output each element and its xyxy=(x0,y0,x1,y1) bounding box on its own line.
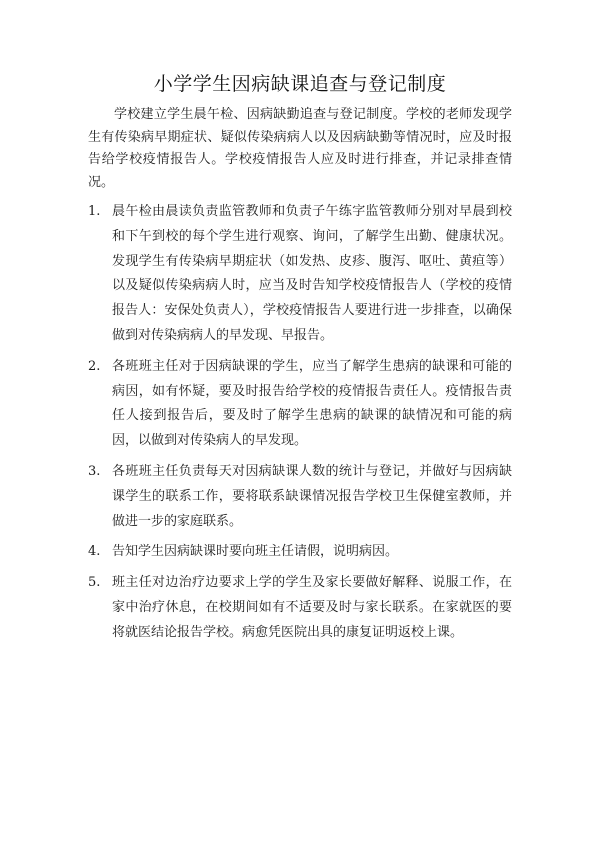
rule-text: 各班班主任负责每天对因病缺课人数的统计与登记，并做好与因病缺课学生的联系工作，要将联系缺课情况报告学校卫生保健室教师，并做进一步的家庭联系。 xyxy=(112,463,512,529)
rule-number: 4. xyxy=(88,544,101,560)
rule-number: 2. xyxy=(88,358,101,374)
rule-item xyxy=(88,571,512,645)
intro-paragraph: 学校建立学生晨午检、因病缺勤追查与登记制度。学校的老师发现学生有传染病早期症状、疑似传染病病人以及因病缺勤等情况时，应及时报告给学校疫情报告人。学校疫情报告人应及时进行排查，并记录排查情况。 xyxy=(88,107,512,190)
rule-text: 告知学生因病缺课时要向班主任请假，说明病因。 xyxy=(112,544,399,560)
rules-list xyxy=(88,200,512,646)
rule-item xyxy=(88,540,512,565)
rule-text: 班主任对边治疗边要求上学的学生及家长要做好解释、说服工作，在家中治疗休息，在校期间如有不适要及时与家长联系。在家就医的要将就医结论报告学校。病愈凭医院出具的康复证明返校上课。 xyxy=(112,575,512,640)
document-title: 小学学生因病缺课追查与登记制度 xyxy=(153,73,447,95)
rule-item xyxy=(88,460,512,534)
rule-number: 3. xyxy=(88,463,101,479)
rule-item xyxy=(88,355,512,454)
rule-number: 1. xyxy=(88,204,101,219)
rule-text: 晨午检由晨读负责监管教师和负责子午练字监管教师分别对早晨到校和下午到校的每个学生进行观察、询问，了解学生出勤、健康状况。发现学生有传染病早期症状（如发热、皮疹、腹泻、呕吐、黄疸等）以及疑似传染病病人时，应当及时告知学校疫情报告人（学校的疫情报告人：安保处负责人），学校疫情报告人要进行进一步排查，以确保做到对传染病病人的早发现、早报告。 xyxy=(112,204,512,343)
rule-number: 5. xyxy=(88,575,101,591)
rule-text: 各班班主任对于因病缺课的学生，应当了解学生患病的缺课和可能的病因，如有怀疑，要及时报告给学校的疫情报告责任人。疫情报告责任人接到报告后，要及时了解学生患病的缺课的缺情况和可能的病因，以做到对传染病人的早发现。 xyxy=(112,358,512,449)
rule-item xyxy=(88,200,512,349)
